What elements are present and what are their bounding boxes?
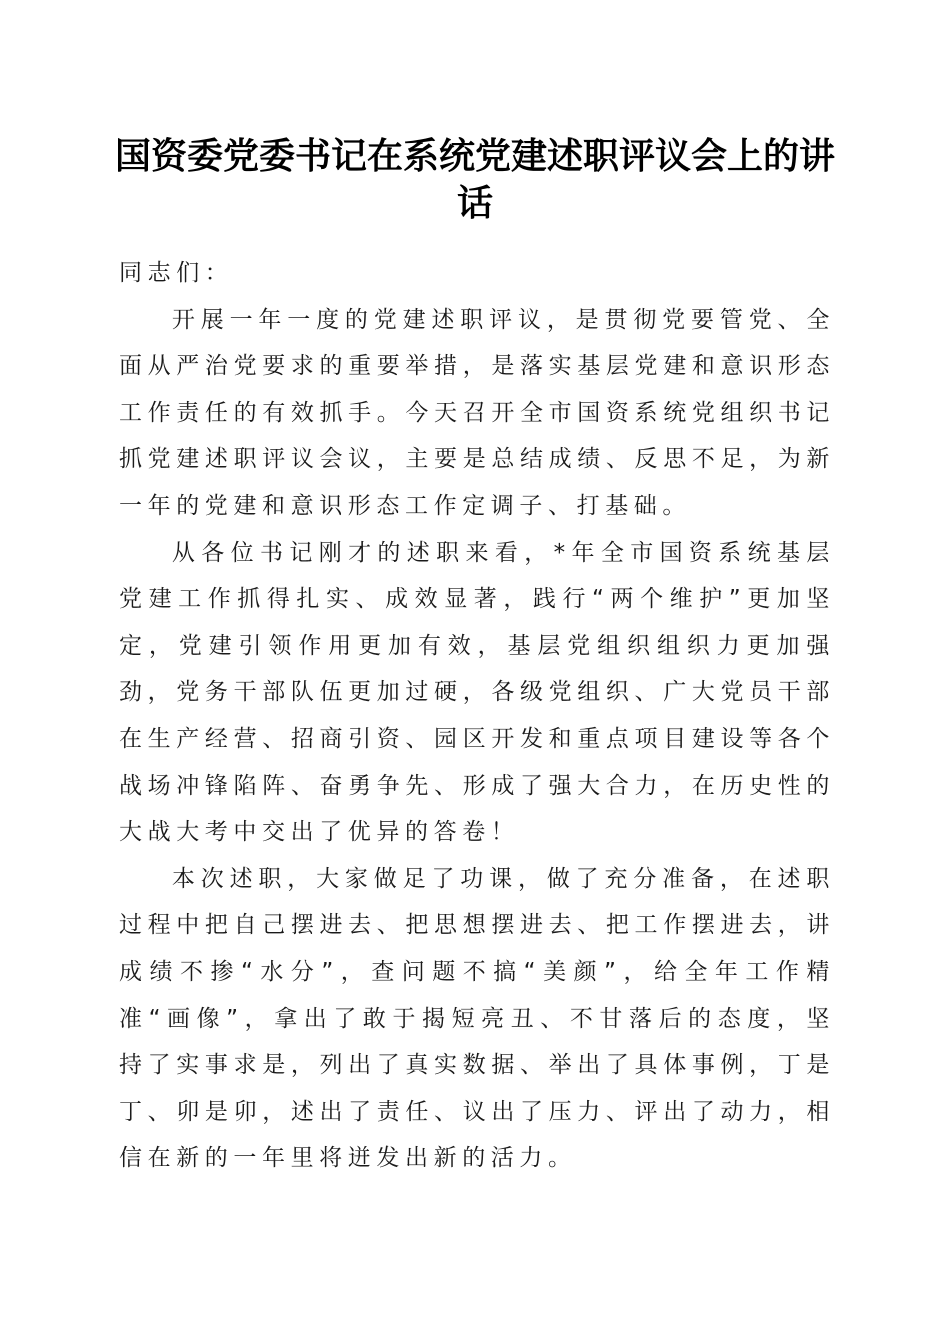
document-title: 国资委党委书记在系统党建述职评议会上的讲话 <box>114 135 835 224</box>
paragraph-3: 本次述职，大家做足了功课，做了充分准备，在述职过程中把自己摆进去、把思想摆进去、把工作摆进去，讲成绩不掺“水分”，查问题不搞“美颜”，给全年工作精准“画像”，拿出了敢于揭短亮丑、不甘落后的态度，坚持了实事求是，列出了真实数据、举出了具体事例，丁是丁、卯是卯，述出了责任、议出了压力、评出了动力，相信在新的一年里将迸发出新的活力。 <box>119 865 835 1172</box>
salutation: 同志们： <box>119 260 234 286</box>
document-body <box>119 250 835 1182</box>
paragraph-2: 从各位书记刚才的述职来看，*年全市国资系统基层党建工作抓得扎实、成效显著，践行“两个维护”更加坚定，党建引领作用更加有效，基层党组织组织力更加强劲，党务干部队伍更加过硬，各级党组织、广大党员干部在生产经营、招商引资、园区开发和重点项目建设等各个战场冲锋陷阵、奋勇争先、形成了强大合力，在历史性的大战大考中交出了优异的答卷！ <box>119 539 835 846</box>
paragraph-1: 开展一年一度的党建述职评议，是贯彻党要管党、全面从严治党要求的重要举措，是落实基层党建和意识形态工作责任的有效抓手。今天召开全市国资系统党组织书记抓党建述职评议会议，主要是总结成绩、反思不足，为新一年的党建和意识形态工作定调子、打基础。 <box>119 306 835 519</box>
